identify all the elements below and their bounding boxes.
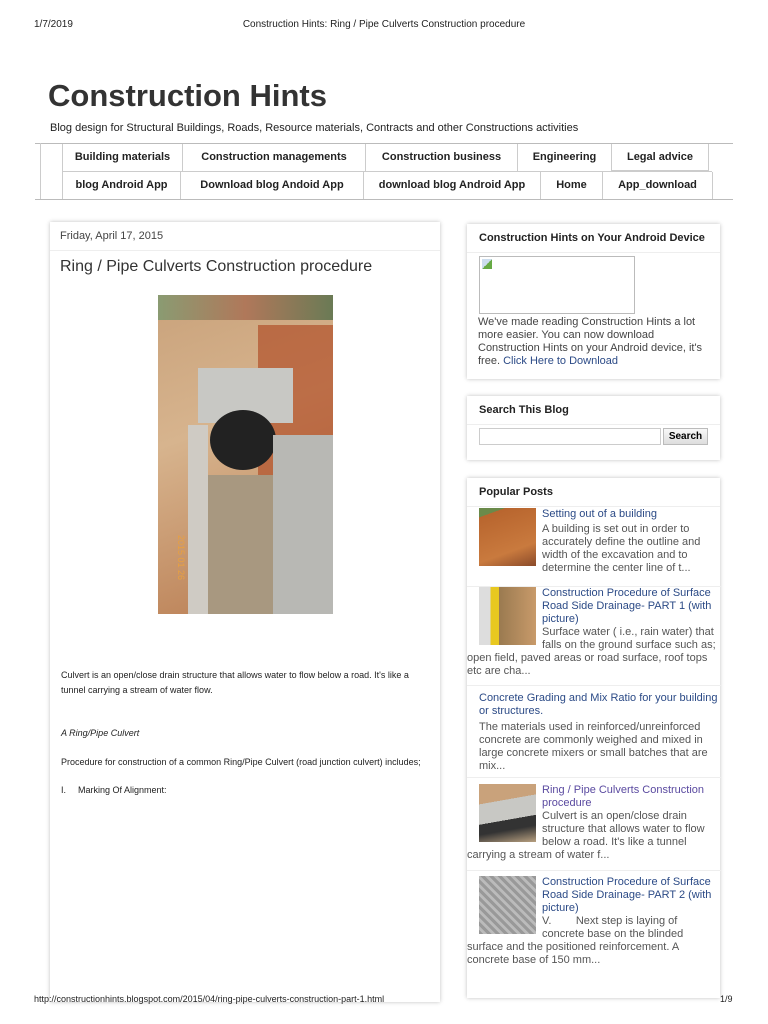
download-link[interactable]: Click Here to Download: [503, 355, 619, 367]
popular-post-link[interactable]: Setting out of a building: [542, 508, 657, 520]
photo-date-stamp: 2015 01 26: [176, 535, 186, 581]
popular-post-snippet: A building is set out in order to accurately define the outline and width of the excavation and to determine the center line of t...: [542, 523, 701, 574]
nav-building-materials[interactable]: Building materials: [62, 144, 183, 171]
popular-post-item: [467, 686, 721, 778]
post-body: [61, 668, 426, 798]
nav-legal-advice[interactable]: Legal advice: [611, 144, 709, 171]
popular-post-snippet: V. Next step is laying of concrete base on the blinded surface and the positioned reinforcement. A concrete base of 150 mm...: [467, 915, 687, 966]
popular-post-link[interactable]: Construction Procedure of Surface Road Side Drainage- PART 1 (with picture): [542, 587, 712, 625]
nav-download-blog-andoid-app[interactable]: Download blog Andoid App: [180, 172, 364, 199]
popular-post-link[interactable]: Ring / Pipe Culverts Construction procedure: [542, 784, 705, 809]
popular-post-snippet: The materials used in reinforced/unreinforced concrete are commonly weighed and mixed in large concrete mixers or small batches that are mix...: [479, 721, 708, 772]
print-page-number: 1/9: [720, 994, 733, 1004]
post-date: Friday, April 17, 2015: [50, 222, 440, 251]
popular-post-item: [467, 872, 721, 972]
popular-post-snippet: Surface water ( i.e., rain water) that falls on the ground surface such as; open field, paved areas or road surface, roof tops etc are cha...: [467, 626, 716, 677]
nav-construction-managements[interactable]: Construction managements: [182, 144, 366, 171]
print-url: http://constructionhints.blogspot.com/2015/04/ring-pipe-culverts-construction-part-1.html: [34, 994, 385, 1004]
popular-post-link[interactable]: Construction Procedure of Surface Road Side Drainage- PART 2 (with picture): [542, 876, 712, 914]
post-thumbnail[interactable]: [479, 876, 536, 934]
search-widget-title: Search This Blog: [467, 396, 720, 425]
post-title[interactable]: Ring / Pipe Culverts Construction procedure: [60, 258, 373, 275]
nav-app-download[interactable]: App_download: [602, 172, 713, 199]
nav-download-blog-android-app[interactable]: download blog Android App: [363, 172, 541, 199]
figure-caption: A Ring/Pipe Culvert: [61, 728, 140, 738]
popular-post-link[interactable]: Concrete Grading and Mix Ratio for your building or structures.: [479, 692, 718, 717]
search-button[interactable]: Search: [663, 428, 708, 445]
broken-image-icon[interactable]: [479, 256, 635, 314]
search-input[interactable]: [479, 428, 661, 445]
post-thumbnail[interactable]: [479, 587, 536, 645]
android-text: We've made reading Construction Hints a lot more easier. You can now download Construction Hints on your Android device, it's free.: [478, 316, 703, 367]
popular-posts-title: Popular Posts: [467, 478, 720, 507]
nav-engineering[interactable]: Engineering: [517, 144, 612, 171]
popular-post-snippet: Culvert is an open/close drain structure that allows water to flow below a road. It's like a tunnel carrying a stream of water f...: [467, 810, 705, 861]
procedure-paragraph: Procedure for construction of a common Ring/Pipe Culvert (road junction culvert) includes;: [61, 757, 421, 767]
popular-post-item: [467, 508, 721, 587]
post: [50, 222, 440, 1002]
post-thumbnail[interactable]: [479, 508, 536, 566]
search-widget: [467, 396, 720, 460]
step-item: I. Marking Of Alignment:: [61, 785, 167, 795]
blog-description: Blog design for Structural Buildings, Roads, Resource materials, Contracts and other Constructions activities: [50, 122, 579, 134]
android-widget: [467, 224, 720, 379]
print-title: Construction Hints: Ring / Pipe Culverts Construction procedure: [242, 19, 526, 30]
popular-posts-widget: [467, 478, 720, 998]
culvert-photo: [158, 295, 333, 614]
popular-post-item: [467, 779, 721, 871]
nav-blog-android-app[interactable]: blog Android App: [62, 172, 181, 199]
popular-post-item: [467, 587, 721, 686]
post-thumbnail[interactable]: [479, 784, 536, 842]
android-widget-title: Construction Hints on Your Android Device: [467, 224, 720, 253]
nav-home[interactable]: Home: [540, 172, 603, 199]
blog-title[interactable]: Construction Hints: [48, 78, 327, 113]
nav-construction-business[interactable]: Construction business: [365, 144, 518, 171]
intro-paragraph: Culvert is an open/close drain structure that allows water to flow below a road. It's like a tunnel carrying a stream of water flow.: [61, 670, 409, 695]
print-date: 1/7/2019: [34, 19, 73, 30]
